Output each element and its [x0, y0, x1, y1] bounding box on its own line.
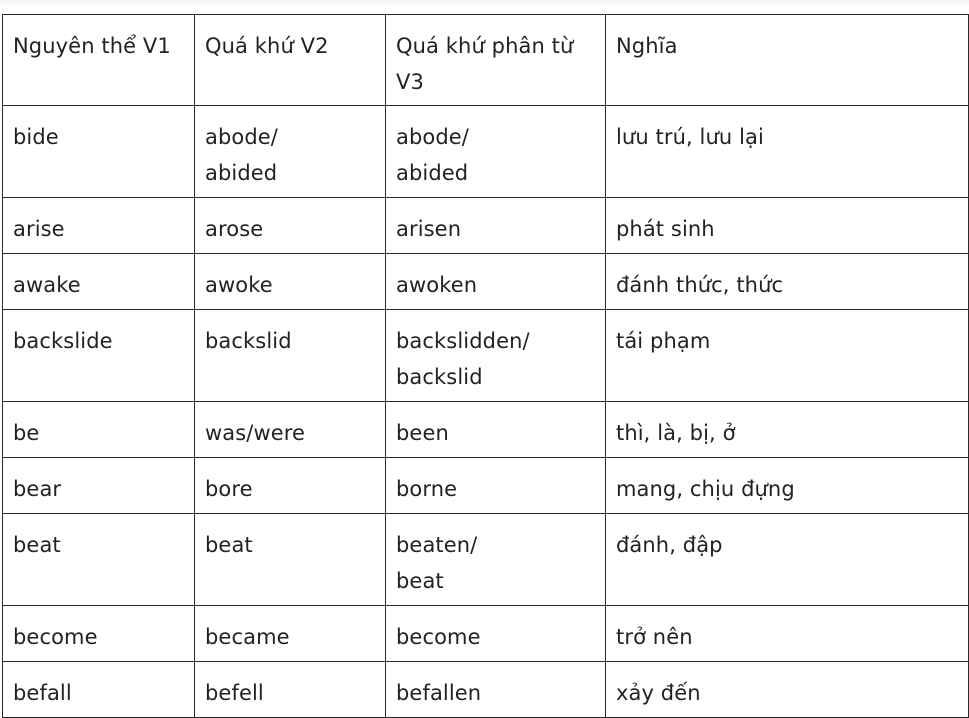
cell-meaning: mang, chịu đựng — [606, 458, 969, 514]
table-row — [3, 606, 969, 662]
cell-meaning: xảy đến — [606, 662, 969, 718]
cell-v3: abode/ abided — [386, 106, 606, 198]
cell-v2: beat — [195, 514, 386, 606]
cell-v2: bore — [195, 458, 386, 514]
cell-v1: beat — [3, 514, 195, 606]
cell-v1: become — [3, 606, 195, 662]
cell-v1: befall — [3, 662, 195, 718]
table-row — [3, 514, 969, 606]
cell-v3: beaten/ beat — [386, 514, 606, 606]
cell-v3: befallen — [386, 662, 606, 718]
cell-v1: awake — [3, 254, 195, 310]
header-cell-v2: Quá khứ V2 — [195, 15, 386, 106]
cell-v3: been — [386, 402, 606, 458]
cell-v3: become — [386, 606, 606, 662]
cell-v2: abode/ abided — [195, 106, 386, 198]
header-cell-v1: Nguyên thể V1 — [3, 15, 195, 106]
table-row — [3, 662, 969, 718]
cell-meaning: tái phạm — [606, 310, 969, 402]
top-edge-shadow — [0, 0, 969, 6]
cell-v2: awoke — [195, 254, 386, 310]
cell-meaning: đánh, đập — [606, 514, 969, 606]
cell-v1: bide — [3, 106, 195, 198]
cell-v3: awoken — [386, 254, 606, 310]
cell-v2: befell — [195, 662, 386, 718]
cell-v3: arisen — [386, 198, 606, 254]
cell-v2: became — [195, 606, 386, 662]
cell-meaning: lưu trú, lưu lại — [606, 106, 969, 198]
cell-v1: be — [3, 402, 195, 458]
cell-meaning: đánh thức, thức — [606, 254, 969, 310]
table-row — [3, 458, 969, 514]
table-row — [3, 254, 969, 310]
table-row — [3, 106, 969, 198]
cell-v2: was/were — [195, 402, 386, 458]
cell-v1: backslide — [3, 310, 195, 402]
table-row — [3, 310, 969, 402]
table-header-row — [3, 15, 969, 106]
table-row — [3, 402, 969, 458]
cell-v3: backslidden/ backslid — [386, 310, 606, 402]
table-row — [3, 198, 969, 254]
cell-v1: bear — [3, 458, 195, 514]
cell-v3: borne — [386, 458, 606, 514]
cell-v2: backslid — [195, 310, 386, 402]
cell-meaning: thì, là, bị, ở — [606, 402, 969, 458]
irregular-verbs-table — [2, 14, 969, 718]
header-cell-meaning: Nghĩa — [606, 15, 969, 106]
cell-meaning: trở nên — [606, 606, 969, 662]
cell-meaning: phát sinh — [606, 198, 969, 254]
header-cell-v3: Quá khứ phân từ V3 — [386, 15, 606, 106]
cell-v2: arose — [195, 198, 386, 254]
cell-v1: arise — [3, 198, 195, 254]
